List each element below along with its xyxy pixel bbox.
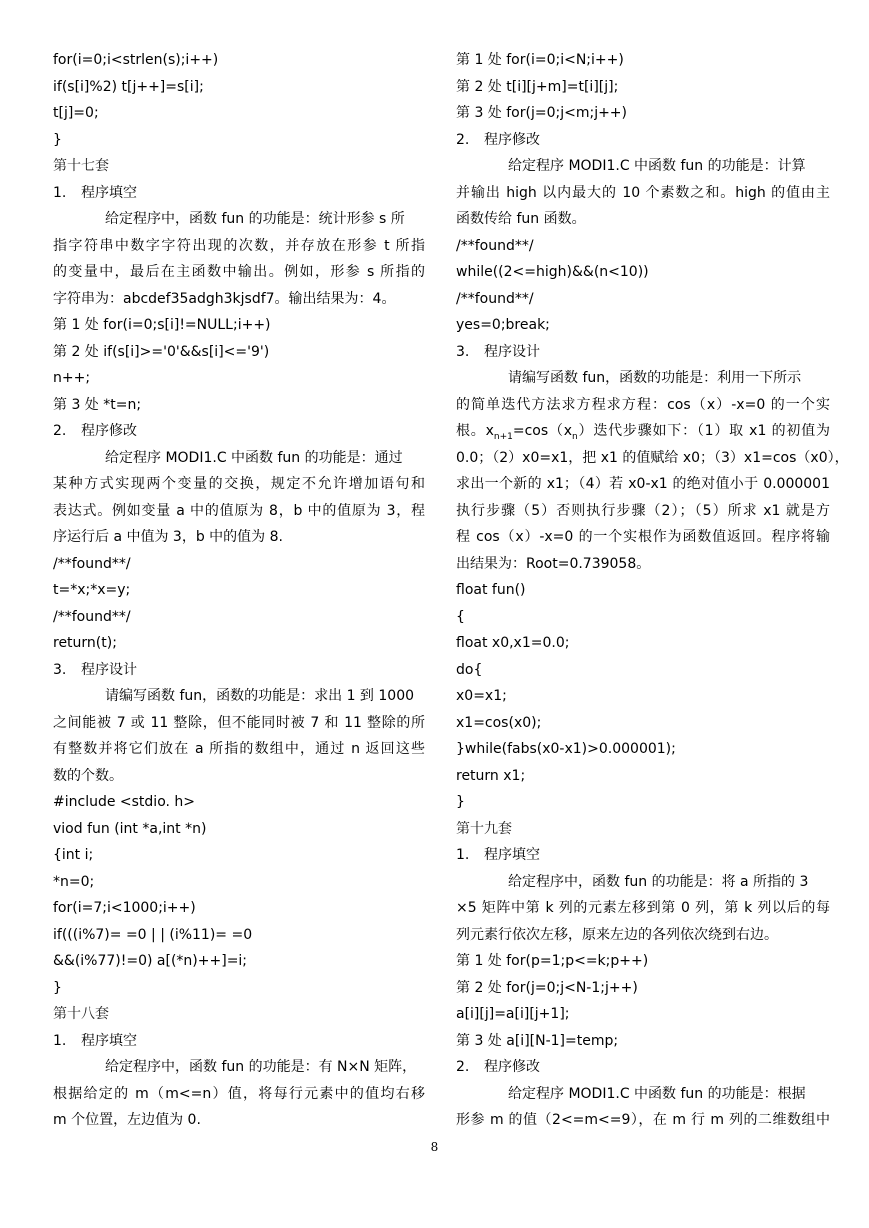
line-text: 0.0；（2）x0=x1，把 x1 的值赋给 x0；（3）x1=cos（x0）， xyxy=(456,449,849,466)
line-text: 执行步骤（5）否则执行步骤（2）；（5）所求 x1 就是方 xyxy=(456,502,830,519)
text-line xyxy=(456,577,830,604)
line-text: #include <stdio. h> xyxy=(53,794,196,810)
text-line xyxy=(53,312,425,339)
line-text: 第 2 处 t[i][j+m]=t[i][j]; xyxy=(456,78,619,95)
line-text: 之间能被 7 或 11 整除，但不能同时被 7 和 11 整除的所 xyxy=(53,714,425,731)
text-line xyxy=(53,1107,425,1134)
text-line xyxy=(456,180,830,207)
line-text: t=*x;*x=y; xyxy=(53,582,131,598)
page-number: 8 xyxy=(430,1140,439,1154)
line-text: 形参 m 的值（2<=m<=9），在 m 行 m 列的二维数组中 xyxy=(456,1112,830,1128)
text-line xyxy=(53,233,425,260)
text-line xyxy=(456,392,830,419)
text-line xyxy=(53,789,425,816)
text-line xyxy=(456,259,830,286)
line-text: 求出一个新的 x1；（4）若 x0-x1 的绝对值小于 0.000001 xyxy=(456,476,830,492)
text-line xyxy=(53,47,425,74)
line-text: 请编写函数 fun，函数的功能是：利用一下所示 xyxy=(508,370,802,386)
line-text: 第 1 处 for(i=0;i<N;i++) xyxy=(456,52,624,68)
line-text: n++; xyxy=(53,370,91,386)
subsection-title xyxy=(53,657,425,684)
text-line xyxy=(53,445,425,472)
text-line xyxy=(456,286,830,313)
text-line xyxy=(53,206,425,233)
text-line xyxy=(456,74,830,101)
line-text: &&(i%77)!=0) a[(*n)++]=i; xyxy=(53,953,248,969)
list-number: 3. xyxy=(456,343,470,360)
line-text: 第十九套 xyxy=(456,820,512,837)
line-text: 程序填空 xyxy=(81,1032,137,1049)
line-text: 第 2 处 if(s[i]>='0'&&s[i]<='9') xyxy=(53,343,270,360)
line-text: 序运行后 a 中值为 3，b 中的值为 8. xyxy=(53,529,283,545)
subscript: n xyxy=(572,431,578,442)
text-line xyxy=(53,975,425,1002)
text-line xyxy=(456,657,830,684)
text-line xyxy=(456,312,830,339)
text-line xyxy=(456,153,830,180)
text-line xyxy=(53,392,425,419)
line-text: 函数传给 fun 函数。 xyxy=(456,211,586,227)
line-text: /**found**/ xyxy=(53,555,131,572)
text-line xyxy=(53,498,425,525)
text-line xyxy=(53,127,425,154)
line-text: 第 1 处 for(p=1;p<=k;p++) xyxy=(456,953,649,969)
text-line xyxy=(53,895,425,922)
text-line xyxy=(53,1054,425,1081)
text-line xyxy=(456,418,830,445)
line-text: { xyxy=(456,608,465,625)
text-line xyxy=(456,948,830,975)
text-line xyxy=(456,100,830,127)
line-text: t[j]=0; xyxy=(53,105,99,121)
line-text: 程序设计 xyxy=(81,661,137,678)
text-line xyxy=(53,763,425,790)
line-text: ×5 矩阵中第 k 列的元素左移到第 0 列，第 k 列以后的每 xyxy=(456,900,830,916)
line-text: 第 3 处 a[i][N-1]=temp; xyxy=(456,1032,619,1049)
line-text: 给定程序中，函数 fun 的功能是：统计形参 s 所 xyxy=(105,211,405,227)
text-line xyxy=(53,948,425,975)
line-text: m 个位置，左边值为 0. xyxy=(53,1112,201,1128)
line-text: /**found**/ xyxy=(456,237,534,254)
line-text: x0=x1; xyxy=(456,688,507,704)
text-line xyxy=(53,577,425,604)
text-line xyxy=(456,1001,830,1028)
section-heading xyxy=(53,153,425,180)
line-text: } xyxy=(456,794,465,810)
text-line xyxy=(53,736,425,763)
line-text: for(i=7;i<1000;i++) xyxy=(53,900,196,916)
text-line xyxy=(456,869,830,896)
text-line xyxy=(456,1107,830,1134)
line-text: 第十七套 xyxy=(53,158,109,174)
text-line xyxy=(456,630,830,657)
line-text: 第 2 处 for(j=0;j<N-1;j++) xyxy=(456,979,638,996)
line-text: while((2<=high)&&(n<10)) xyxy=(456,264,649,280)
text-line xyxy=(53,842,425,869)
line-text: for(i=0;i<strlen(s);i++) xyxy=(53,52,219,68)
subsection-title xyxy=(456,127,830,154)
text-line xyxy=(456,975,830,1002)
line-text: 第 3 处 *t=n; xyxy=(53,396,142,413)
line-text: 的变量中，最后在主函数中输出。例如，形参 s 所指的 xyxy=(53,264,425,280)
text-line xyxy=(456,47,830,74)
text-line xyxy=(456,445,849,472)
text-line xyxy=(53,1081,425,1108)
text-line xyxy=(53,604,425,631)
list-number: 2. xyxy=(456,131,470,148)
text-line xyxy=(456,604,830,631)
subsection-title xyxy=(53,418,425,445)
text-line xyxy=(53,259,425,286)
text-line xyxy=(53,869,425,896)
line-text: return x1; xyxy=(456,767,526,784)
text-line xyxy=(456,789,830,816)
line-text: 根。x xyxy=(456,423,494,439)
text-line xyxy=(456,895,830,922)
text-line xyxy=(53,683,425,710)
line-text: 第十八套 xyxy=(53,1006,109,1022)
subscript: n+1 xyxy=(493,431,513,442)
text-line xyxy=(456,365,830,392)
line-text: 字符串为：abcdef35adgh3kjsdf7。输出结果为：4。 xyxy=(53,290,396,307)
line-text: 程序修改 xyxy=(484,131,540,148)
subsection-title xyxy=(456,1054,830,1081)
line-text: 数的个数。 xyxy=(53,767,123,784)
line-text: 程序填空 xyxy=(81,184,137,201)
text-line xyxy=(53,74,425,101)
text-line xyxy=(53,365,425,392)
line-text: *n=0; xyxy=(53,873,95,890)
text-line xyxy=(53,551,425,578)
line-text: 列元素行依次左移，原来左边的各列依次绕到右边。 xyxy=(456,926,778,943)
line-text: 出结果为：Root=0.739058。 xyxy=(456,555,651,572)
line-text: 指字符串中数字字符出现的次数，并存放在形参 t 所指 xyxy=(53,237,425,254)
text-line xyxy=(53,286,425,313)
line-text: 的简单迭代方法求方程求方程：cos（x）-x=0 的一个实 xyxy=(456,396,830,413)
line-text: return(t); xyxy=(53,635,117,651)
section-heading xyxy=(53,1001,425,1028)
line-text: 给定程序 MODI1.C 中函数 fun 的功能是：计算 xyxy=(508,158,806,174)
line-text: 程 cos（x）-x=0 的一个实根作为函数值返回。程序将输 xyxy=(456,529,830,545)
text-line xyxy=(456,233,830,260)
text-line xyxy=(456,498,830,525)
text-line xyxy=(53,339,425,366)
text-line xyxy=(456,683,830,710)
text-line xyxy=(53,710,425,737)
line-text: a[i][j]=a[i][j+1]; xyxy=(456,1006,570,1022)
text-line xyxy=(456,471,830,498)
section-heading xyxy=(456,816,830,843)
line-text: /**found**/ xyxy=(53,608,131,625)
line-text: float fun() xyxy=(456,582,526,598)
line-text: 程序设计 xyxy=(484,343,540,360)
subsection-title xyxy=(53,1028,425,1055)
line-text: 有整数并将它们放在 a 所指的数组中，通过 n 返回这些 xyxy=(53,741,425,757)
line-text: 某种方式实现两个变量的交换，规定不允许增加语句和 xyxy=(53,476,425,492)
subsection-title xyxy=(456,842,830,869)
list-number: 2. xyxy=(456,1059,470,1075)
line-text: float x0,x1=0.0; xyxy=(456,635,570,651)
text-line xyxy=(456,551,830,578)
list-number: 1. xyxy=(53,1032,67,1049)
line-text: ）迭代步骤如下：（1）取 x1 的初值为 xyxy=(577,423,830,439)
left-column xyxy=(53,47,425,1134)
right-column xyxy=(456,47,849,1134)
text-line xyxy=(456,763,830,790)
line-text: /**found**/ xyxy=(456,290,534,307)
text-line xyxy=(53,816,425,843)
text-line xyxy=(456,524,830,551)
text-line xyxy=(456,206,830,233)
line-text: 程序填空 xyxy=(484,847,540,863)
line-text: 给定程序 MODI1.C 中函数 fun 的功能是：根据 xyxy=(508,1085,806,1102)
line-text: 程序修改 xyxy=(81,423,137,439)
line-text: 第 1 处 for(i=0;s[i]!=NULL;i++) xyxy=(53,317,271,333)
line-text: if(s[i]%2) t[j++]=s[i]; xyxy=(53,78,204,95)
line-text: if(((i%7)= =0 | | (i%11)= =0 xyxy=(53,926,253,943)
text-line xyxy=(456,736,830,763)
line-text: {int i; xyxy=(53,847,94,863)
text-line xyxy=(456,710,830,737)
line-text: viod fun (int *a,int *n) xyxy=(53,820,207,837)
list-number: 1. xyxy=(53,184,67,201)
line-text: 给定程序 MODI1.C 中函数 fun 的功能是：通过 xyxy=(105,449,403,466)
text-line xyxy=(53,524,425,551)
line-text: }while(fabs(x0-x1)>0.000001); xyxy=(456,741,676,757)
text-line xyxy=(456,1081,830,1108)
line-text: 根据给定的 m（m<=n）值，将每行元素中的值均右移 xyxy=(53,1085,425,1102)
text-line xyxy=(53,922,425,949)
line-text: 表达式。例如变量 a 中的值原为 8，b 中的值原为 3，程 xyxy=(53,502,425,519)
text-line xyxy=(456,1028,830,1055)
line-text: 给定程序中，函数 fun 的功能是：有 N×N 矩阵， xyxy=(105,1059,417,1075)
text-line xyxy=(53,630,425,657)
line-text: 第 3 处 for(j=0;j<m;j++) xyxy=(456,105,628,121)
text-line xyxy=(53,100,425,127)
list-number: 1. xyxy=(456,847,470,863)
subsection-title xyxy=(456,339,830,366)
line-text: } xyxy=(53,979,62,996)
line-text: 给定程序中，函数 fun 的功能是：将 a 所指的 3 xyxy=(508,873,809,890)
subsection-title xyxy=(53,180,425,207)
line-text: } xyxy=(53,131,62,148)
line-text: yes=0;break; xyxy=(456,317,550,333)
text-line xyxy=(456,922,830,949)
line-text: x1=cos(x0); xyxy=(456,714,542,731)
line-text: 程序修改 xyxy=(484,1059,540,1075)
list-number: 2. xyxy=(53,423,67,439)
line-text: 并输出 high 以内最大的 10 个素数之和。high 的值由主 xyxy=(456,184,830,201)
text-line xyxy=(53,471,425,498)
list-number: 3. xyxy=(53,661,67,678)
line-text: do{ xyxy=(456,661,483,678)
line-text: =cos（x xyxy=(512,423,573,439)
line-text: 请编写函数 fun，函数的功能是：求出 1 到 1000 xyxy=(105,688,415,704)
